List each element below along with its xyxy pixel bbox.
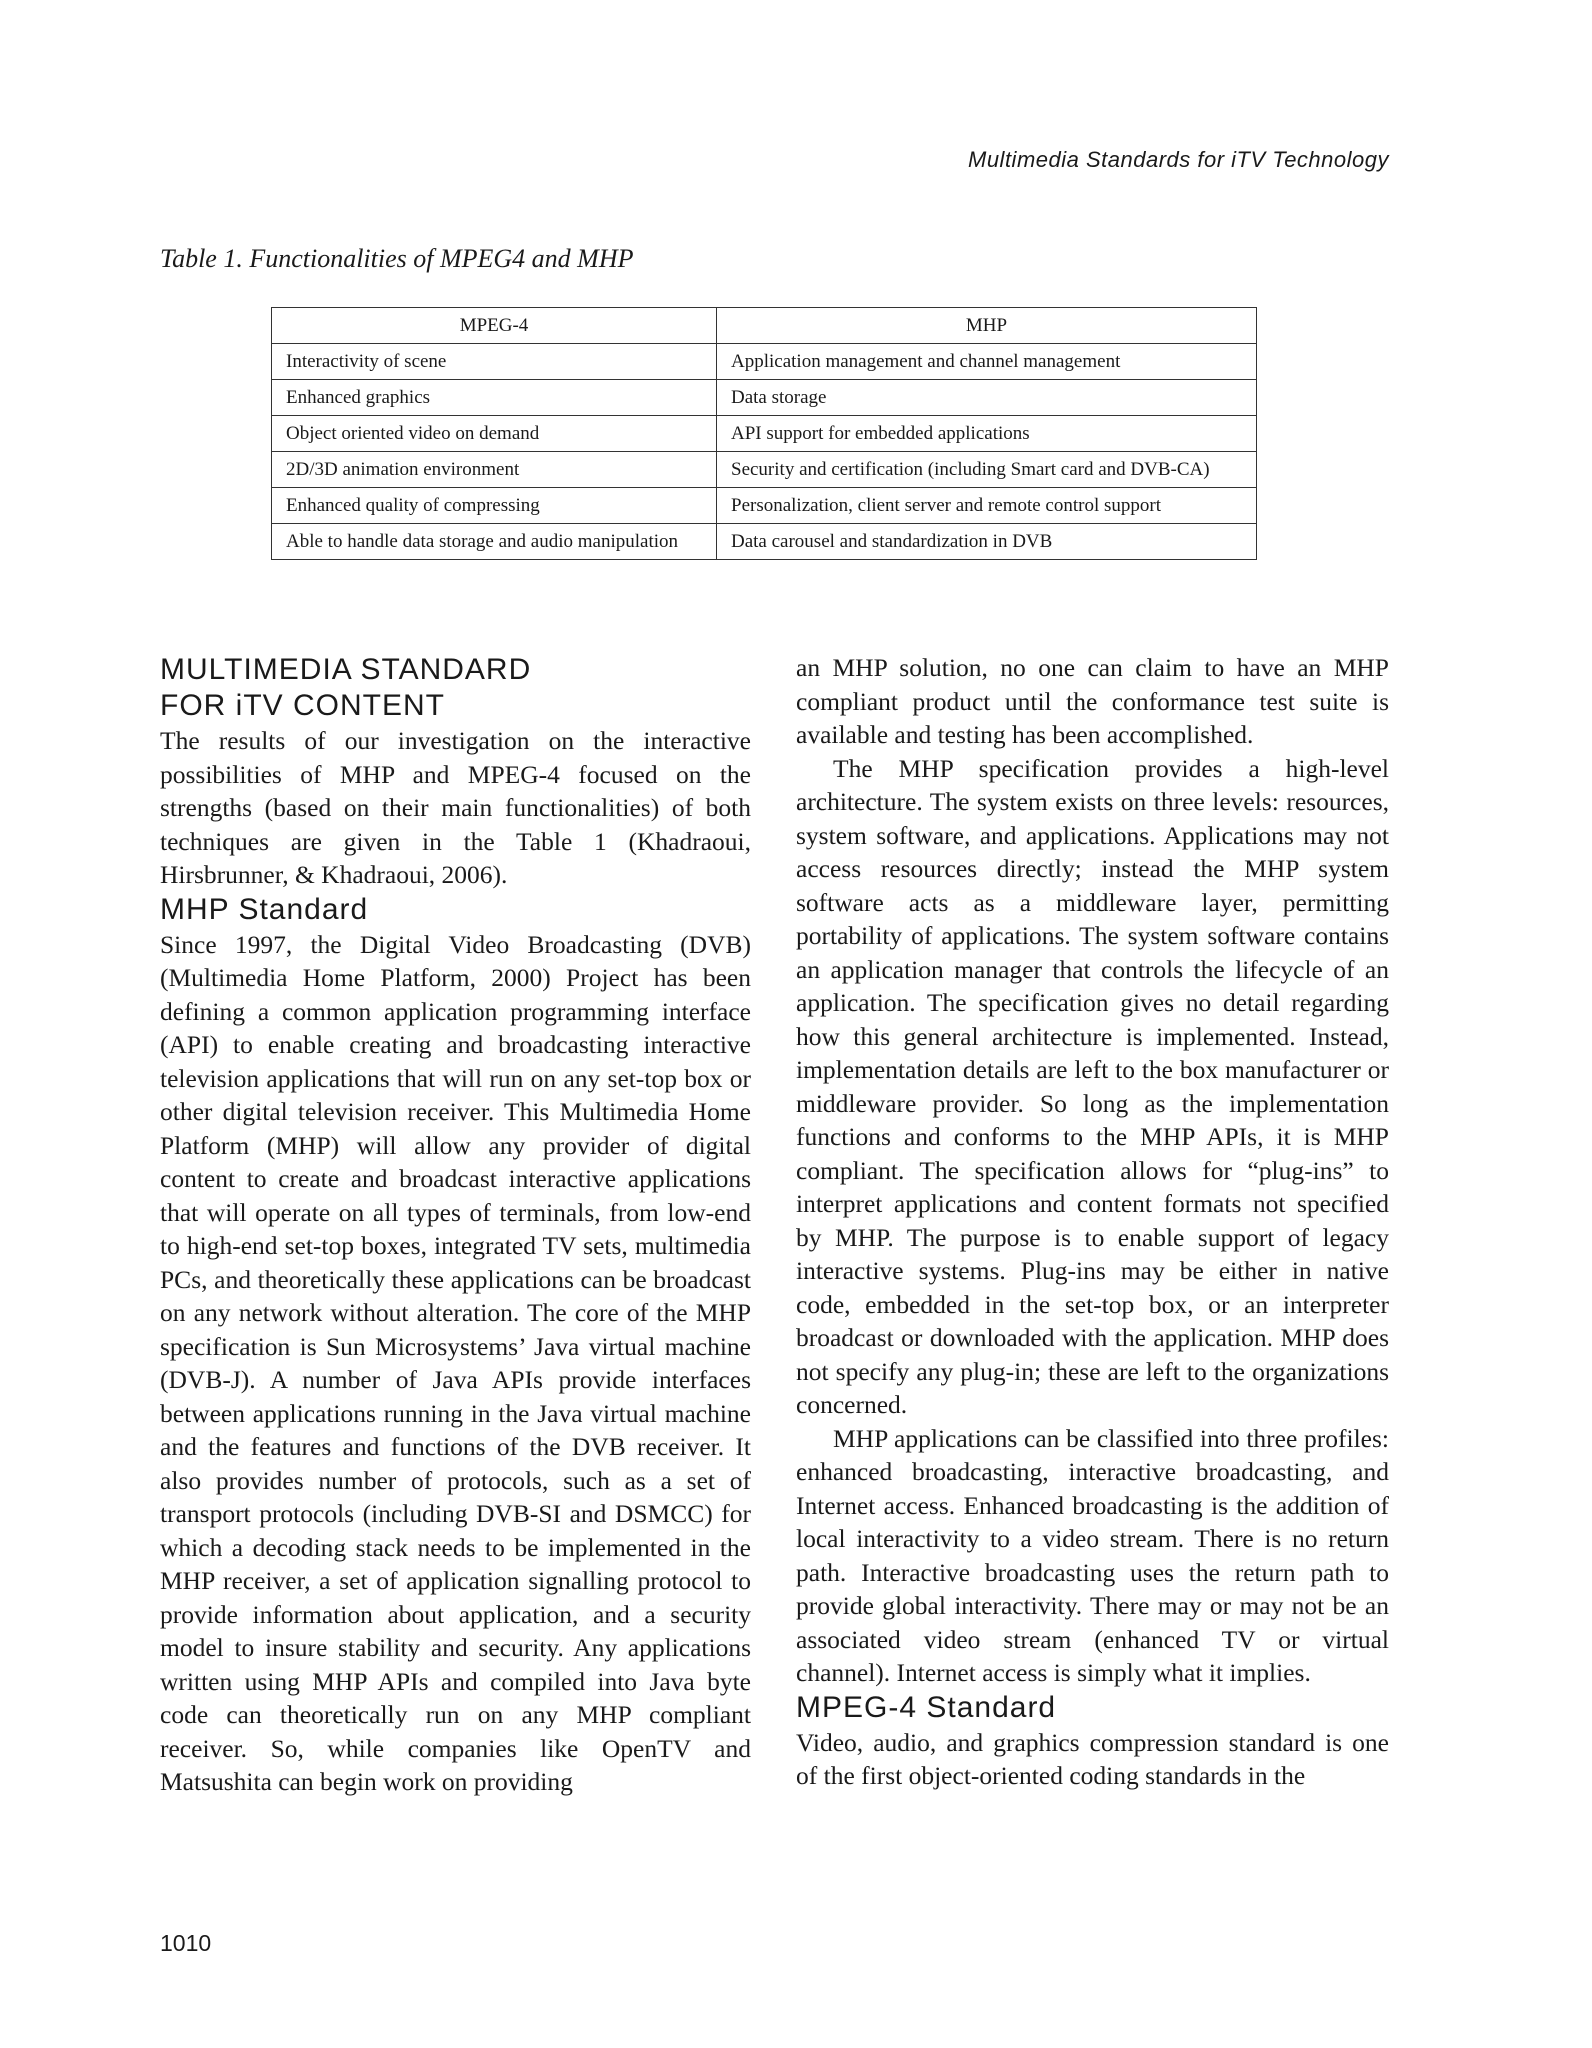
table-row	[272, 344, 1257, 380]
continuation-paragraph: an MHP solution, no one can claim to have an MHP compliant product until the conformance test suite is available and testing has been accomplished.	[796, 653, 1389, 749]
table-row	[272, 416, 1257, 452]
section-heading-line-2: FOR iTV CONTENT	[160, 689, 445, 722]
table-header-row	[272, 308, 1257, 344]
right-column	[796, 651, 1389, 1793]
table-cell: Able to handle data storage and audio manipulation	[272, 524, 717, 560]
table-cell: Personalization, client server and remote control support	[717, 488, 1257, 524]
table-cell: Data storage	[717, 380, 1257, 416]
mhp-paragraph: Since 1997, the Digital Video Broadcasting (DVB) (Multimedia Home Platform, 2000) Project has been defining a common application programming interface (API) to enable creating and broadcasting interactive television applications that will run on any set-top box or other digital television receiver. This Multimedia Home Platform (MHP) will allow any provider of digital content to create and broadcast interactive applications that will operate on all types of terminals, from low-end to high-end set-top boxes, integrated TV sets, multimedia PCs, and theoretically these applications can be broadcast on any network without alteration. The core of the MHP specification is Sun Microsystems’ Java virtual machine (DVB-J). A number of Java APIs provide interfaces between applications running in the Java virtual machine and the features and functions of the DVB receiver. It also provides number of protocols, such as a set of transport protocols (including DVB-SI and DSMCC) for which a decoding stack needs to be implemented in the MHP receiver, a set of application signalling protocol to provide information about application, and a security model to insure stability and security. Any applications written using MHP APIs and compiled into Java byte code can theoretically run on any MHP compliant receiver. So, while companies like OpenTV and Matsushita can begin work on providing	[160, 929, 751, 1796]
table-cell: Object oriented video on demand	[272, 416, 717, 452]
architecture-paragraph: The MHP specification provides a high-level architecture. The system exists on three levels: resources, system software, and applications. Applications may not access resources directly; instead the MHP system software acts as a middleware layer, permitting portability of applications. The system software contains an application manager that controls the lifecycle of an application. The specification gives no detail regarding how this general architecture is implemented. Instead, implementation details are left to the box manufacturer or middleware provider. So long as the implementation functions and conforms to the MHP APIs, it is MHP compliant. The specification allows for “plug-ins” to interpret applications and content formats not specified by MHP. The purpose is to enable support of legacy interactive systems. Plug-ins may be either in native code, embedded in the set-top box, or an interpreter broadcast or downloaded with the application. MHP does not specify any plug-in; these are left to the organizations concerned.	[796, 753, 1389, 1419]
intro-paragraph: The results of our investigation on the interactive possibilities of MHP and MPEG-4 focused on the strengths (based on their main functionalities) of both techniques are given in the Table 1 (Khadraoui, Hirsbrunner, & Khadraoui, 2006).	[160, 726, 751, 889]
subsection-heading-mpeg4: MPEG-4 Standard	[796, 1690, 1057, 1724]
table-header-mhp: MHP	[717, 308, 1257, 344]
mpeg4-paragraph: Video, audio, and graphics compression standard is one of the first object-oriented coding standards in the	[796, 1727, 1389, 1790]
table-cell: 2D/3D animation environment	[272, 452, 717, 488]
table-caption: Table 1. Functionalities of MPEG4 and MHP	[160, 244, 634, 273]
table-cell: Data carousel and standardization in DVB	[717, 524, 1257, 560]
table-row	[272, 452, 1257, 488]
table-cell: Enhanced quality of compressing	[272, 488, 717, 524]
table-row	[272, 380, 1257, 416]
table-header-mpeg4: MPEG-4	[272, 308, 717, 344]
section-heading-multimedia-standard	[160, 652, 751, 724]
subsection-heading-mhp: MHP Standard	[160, 892, 369, 926]
table-cell: Enhanced graphics	[272, 380, 717, 416]
functionalities-table	[271, 307, 1257, 560]
section-heading-line-1: MULTIMEDIA STANDARD	[160, 653, 532, 686]
left-column	[160, 652, 751, 1799]
table-row	[272, 488, 1257, 524]
profiles-paragraph: MHP applications can be classified into three profiles: enhanced broadcasting, interactive broadcasting, and Internet access. Enhanced broadcasting is the addition of local interactivity to a video stream. There is no return path. Interactive broadcasting uses the return path to provide global interactivity. There may or may not be an associated video stream (enhanced TV or virtual channel). Internet access is simply what it implies.	[796, 1423, 1389, 1687]
table-cell: API support for embedded applications	[717, 416, 1257, 452]
running-head: Multimedia Standards for iTV Technology	[968, 147, 1389, 172]
table-row	[272, 524, 1257, 560]
table-cell: Interactivity of scene	[272, 344, 717, 380]
page-number: 1010	[160, 1930, 212, 1956]
table-cell: Security and certification (including Smart card and DVB-CA)	[717, 452, 1257, 488]
table-cell: Application management and channel management	[717, 344, 1257, 380]
